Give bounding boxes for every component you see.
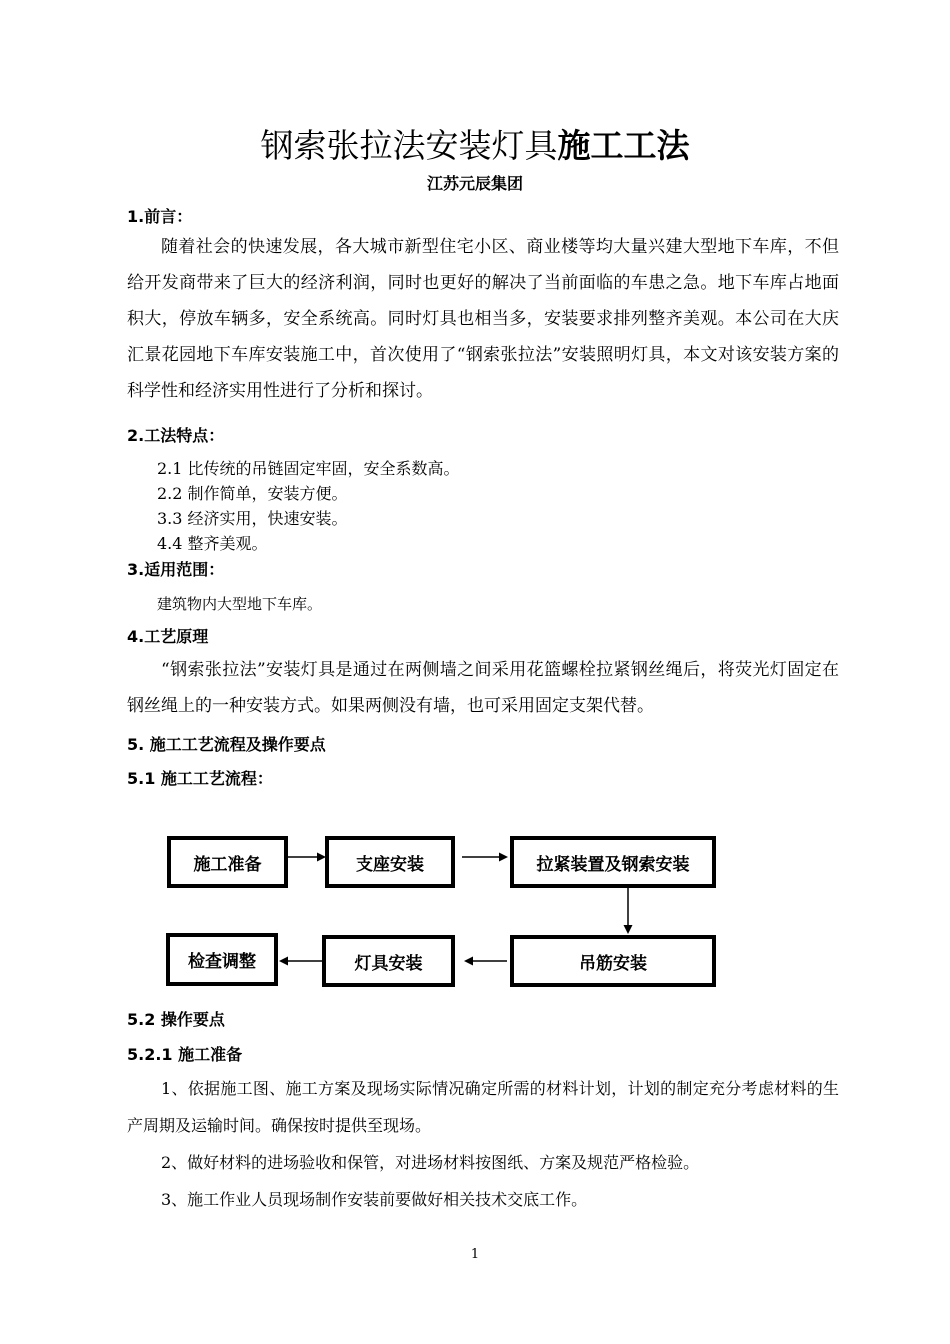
preparation-step: 3、施工作业人员现场制作安装前要做好相关技术交底工作。 <box>161 1190 588 1209</box>
flow-step-hanger-install: 吊筋安装 <box>510 935 716 987</box>
section3-heading: 3.适用范围： <box>127 560 225 579</box>
section5-2-1-heading: 5.2.1 施工准备 <box>127 1045 243 1064</box>
feature-item: 2.2 制作简单，安装方便。 <box>157 484 348 503</box>
feature-item: 4.4 整齐美观。 <box>157 534 268 553</box>
flow-arrow-left <box>278 955 322 967</box>
flow-step-lamp-install: 灯具安装 <box>322 935 455 987</box>
section4-paragraph <box>127 652 839 724</box>
preparation-step: 1、依据施工图、施工方案及现场实际情况确定所需的材料计划，计划的制定充分考虑材料的生产周期及运输时间。确保按时提供至现场。 <box>127 1079 839 1135</box>
preparation-steps <box>127 1070 839 1218</box>
flow-arrow-left <box>463 955 507 967</box>
title-part-regular: 钢索张拉法安装灯具 <box>260 126 558 165</box>
preparation-step: 2、做好材料的进场验收和保管，对进场材料按图纸、方案及规范严格检验。 <box>161 1153 700 1172</box>
document-title <box>0 122 950 170</box>
page-number: 1 <box>470 1247 480 1262</box>
section5-1-heading: 5.1 施工工艺流程： <box>127 769 273 788</box>
feature-item: 3.3 经济实用，快速安装。 <box>157 509 348 528</box>
section4-text: “钢索张拉法”安装灯具是通过在两侧墙之间采用花篮螺栓拉紧钢丝绳后，将荧光灯固定在钢丝绳上的一种安装方式。如果两侧没有墙，也可采用固定支架代替。 <box>127 660 839 716</box>
section2-list <box>157 456 460 556</box>
section1-paragraph <box>127 229 839 409</box>
section1-heading: 1.前言： <box>127 207 193 226</box>
section1-text: 随着社会的快速发展，各大城市新型住宅小区、商业楼等均大量兴建大型地下车库，不但给开发商带来了巨大的经济利润，同时也更好的解决了当前面临的车患之急。地下车库占地面积大，停放车辆多，安全系统高。同时灯具也相当多，安装要求排列整齐美观。本公司在大庆汇景花园地下车库安装施工中，首次使用了“钢索张拉法”安装照明灯具，本文对该安装方案的科学性和经济实用性进行了分析和探讨。 <box>127 237 839 401</box>
section3-text: 建筑物内大型地下车库。 <box>157 595 323 613</box>
section2-heading: 2.工法特点： <box>127 426 225 445</box>
flow-arrow-right <box>462 851 510 863</box>
section4-heading: 4.工艺原理 <box>127 627 209 646</box>
flow-step-support-install: 支座安装 <box>325 836 455 888</box>
section5-2-heading: 5.2 操作要点 <box>127 1010 225 1029</box>
flow-step-inspect-adjust: 检查调整 <box>166 933 278 986</box>
flow-arrow-down <box>622 888 634 935</box>
flow-step-tensioner-cable-install: 拉紧装置及钢索安装 <box>510 836 716 888</box>
flow-step-preparation: 施工准备 <box>167 836 288 888</box>
document-subtitle: 江苏元辰集团 <box>426 174 523 193</box>
section5-heading: 5. 施工工艺流程及操作要点 <box>127 735 326 754</box>
flow-arrow-right <box>288 851 328 863</box>
feature-item: 2.1 比传统的吊链固定牢固，安全系数高。 <box>157 459 460 478</box>
title-part-bold: 施工工法 <box>557 126 690 165</box>
